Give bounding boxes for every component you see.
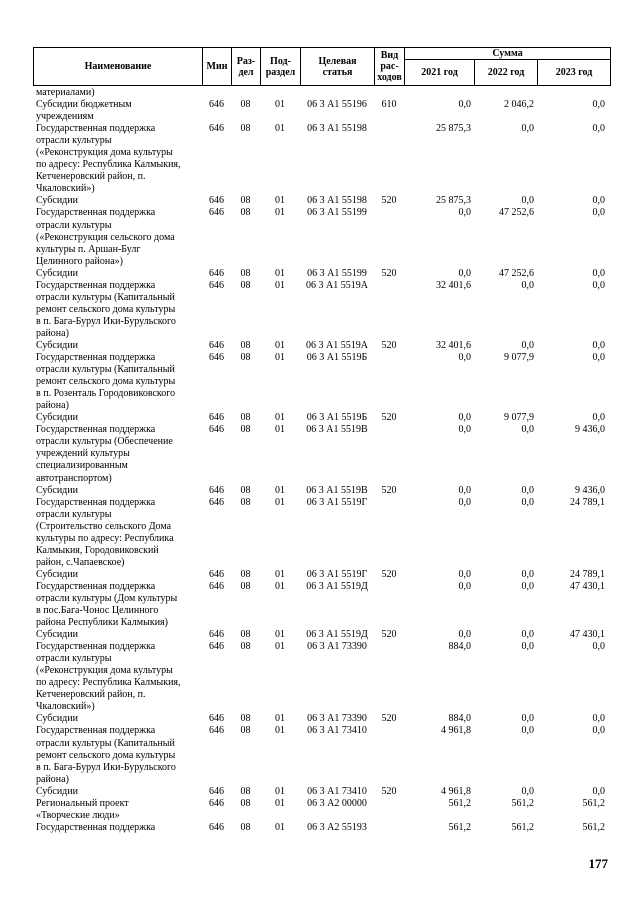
cell-2021: 0,0	[458, 568, 471, 580]
cell-celevaya: 06 3 А2 55193	[307, 821, 367, 833]
header-2023: 2023 год	[538, 60, 611, 86]
cell-2021: 0,0	[458, 496, 471, 508]
cell-2021: 884,0	[448, 713, 471, 725]
cell-celevaya: 06 3 А1 5519Г	[306, 496, 368, 508]
cell-podrazdel	[260, 87, 300, 99]
table-body	[33, 87, 610, 834]
cell-2023	[537, 87, 610, 99]
cell-name: Субсидии	[36, 339, 78, 351]
cell-podrazdel: 01	[275, 580, 285, 592]
cell-vid: 520	[381, 629, 397, 641]
table-row	[33, 569, 610, 581]
cell-2021: 4 961,8	[441, 725, 471, 737]
cell-podrazdel: 01	[275, 412, 285, 424]
cell-vid: 520	[381, 339, 397, 351]
cell-vid	[374, 581, 404, 629]
cell-2022: 0,0	[521, 725, 534, 737]
cell-min: 646	[209, 267, 224, 279]
cell-razdel: 08	[240, 424, 251, 436]
cell-min	[202, 87, 231, 99]
cell-2023: 0,0	[592, 267, 605, 279]
cell-celevaya: 06 3 А1 73410	[307, 725, 367, 737]
cell-podrazdel: 01	[275, 725, 285, 737]
cell-2023: 24 789,1	[570, 496, 605, 508]
cell-razdel: 08	[240, 641, 251, 653]
cell-vid: 520	[381, 568, 397, 580]
table-row	[33, 123, 610, 195]
header-celevaya: Целевая статья	[301, 48, 375, 86]
cell-razdel: 08	[240, 99, 251, 111]
cell-vid: 520	[381, 713, 397, 725]
cell-name: Государственная поддержка отрасли культуры (Дом культуры в пос.Бага-Чонос Целинного района Республики Калмыкия)	[36, 580, 178, 629]
cell-2022	[474, 87, 537, 99]
header-2022: 2022 год	[475, 60, 538, 86]
table-row	[33, 340, 610, 352]
cell-min: 646	[209, 195, 224, 207]
cell-2021: 561,2	[448, 821, 471, 833]
cell-2021: 0,0	[458, 629, 471, 641]
table-row	[33, 629, 610, 641]
table-row	[33, 822, 610, 834]
cell-2021: 32 401,6	[436, 339, 471, 351]
cell-name: Субсидии	[36, 629, 78, 641]
cell-2023: 47 430,1	[570, 629, 605, 641]
cell-2022: 561,2	[511, 797, 534, 809]
cell-2022: 0,0	[521, 339, 534, 351]
cell-podrazdel: 01	[275, 267, 285, 279]
cell-2021: 25 875,3	[436, 195, 471, 207]
cell-2023: 0,0	[592, 279, 605, 291]
cell-podrazdel: 01	[275, 629, 285, 641]
cell-2022: 0,0	[521, 496, 534, 508]
cell-min: 646	[209, 352, 224, 364]
cell-podrazdel: 01	[275, 123, 285, 135]
cell-vid	[374, 280, 404, 340]
cell-2022: 47 252,6	[499, 207, 534, 219]
cell-vid	[374, 87, 404, 99]
cell-name: Государственная поддержка отрасли культуры (Капитальный ремонт сельского дома культуры в п. Бага-Бурул Ики-Бурульского района)	[36, 725, 176, 785]
cell-razdel: 08	[240, 580, 251, 592]
cell-razdel: 08	[240, 568, 251, 580]
cell-min: 646	[209, 785, 224, 797]
cell-razdel: 08	[240, 412, 251, 424]
header-summa: Сумма	[405, 48, 611, 60]
cell-name: Региональный проект «Творческие люди»	[36, 797, 129, 821]
cell-vid	[374, 725, 404, 785]
header-2021: 2021 год	[405, 60, 475, 86]
cell-celevaya: 06 3 А1 5519В	[306, 484, 368, 496]
table-row	[33, 195, 610, 207]
cell-name: Государственная поддержка отрасли культуры (Капитальный ремонт сельского дома культуры в п. Бага-Бурул Ики-Бурульского района)	[36, 279, 176, 339]
table-row	[33, 352, 610, 412]
cell-vid	[374, 822, 404, 834]
cell-name: Субсидии	[36, 785, 78, 797]
cell-2021: 0,0	[458, 99, 471, 111]
table-row	[33, 268, 610, 280]
cell-podrazdel: 01	[275, 785, 285, 797]
cell-2022: 0,0	[521, 629, 534, 641]
cell-2023: 47 430,1	[570, 580, 605, 592]
cell-podrazdel: 01	[275, 339, 285, 351]
table-row	[33, 641, 610, 713]
cell-2022: 9 077,9	[504, 412, 534, 424]
cell-celevaya: 06 3 А1 5519Д	[306, 580, 368, 592]
cell-razdel: 08	[240, 339, 251, 351]
cell-2023: 0,0	[592, 352, 605, 364]
cell-name: Государственная поддержка отрасли культуры («Реконструкция дома культуры по адресу: Республика Калмыкия, Кетченеровский район, п. Чкаловский»)	[36, 123, 181, 195]
cell-2022: 0,0	[521, 568, 534, 580]
cell-name: Субсидии	[36, 713, 78, 725]
cell-2023: 0,0	[592, 725, 605, 737]
cell-razdel: 08	[240, 484, 251, 496]
cell-2021: 0,0	[458, 412, 471, 424]
cell-name: Государственная поддержка отрасли культуры (Строительство сельского Дома культуры по адресу: Республика Калмыкия, Городовиковский район, с.Чапаевское)	[36, 496, 174, 568]
cell-razdel: 08	[240, 496, 251, 508]
cell-razdel: 08	[240, 713, 251, 725]
cell-min: 646	[209, 207, 224, 219]
cell-celevaya: 06 3 А1 55198	[307, 195, 367, 207]
cell-2023: 0,0	[592, 339, 605, 351]
cell-min: 646	[209, 641, 224, 653]
cell-razdel	[231, 87, 260, 99]
cell-2022: 0,0	[521, 785, 534, 797]
cell-name: Государственная поддержка отрасли культуры («Реконструкция сельского дома культуры п. Аршан-Булг Целинного района»)	[36, 207, 175, 267]
cell-2023: 0,0	[592, 195, 605, 207]
cell-vid: 520	[381, 484, 397, 496]
cell-name: Субсидии бюджетным учреждениям	[36, 99, 132, 123]
cell-celevaya: 06 3 А1 5519Б	[306, 412, 368, 424]
cell-min: 646	[209, 496, 224, 508]
cell-podrazdel: 01	[275, 99, 285, 111]
table-row	[33, 798, 610, 822]
cell-2023: 0,0	[592, 785, 605, 797]
table-row	[33, 497, 610, 569]
table-row	[33, 713, 610, 725]
cell-2021: 0,0	[458, 580, 471, 592]
table-header	[33, 47, 611, 86]
cell-vid: 520	[381, 267, 397, 279]
cell-2022: 0,0	[521, 713, 534, 725]
cell-vid	[374, 123, 404, 195]
cell-min: 646	[209, 412, 224, 424]
cell-min: 646	[209, 580, 224, 592]
cell-celevaya: 06 3 А1 73410	[307, 785, 367, 797]
cell-vid	[374, 798, 404, 822]
cell-min: 646	[209, 123, 224, 135]
cell-celevaya: 06 3 А1 55198	[307, 123, 367, 135]
table-row	[33, 581, 610, 629]
cell-razdel: 08	[240, 725, 251, 737]
cell-razdel: 08	[240, 797, 251, 809]
cell-2021: 0,0	[458, 207, 471, 219]
cell-min: 646	[209, 484, 224, 496]
cell-min: 646	[209, 629, 224, 641]
cell-celevaya: 06 3 А1 5519Г	[306, 568, 368, 580]
header-min: Мин	[203, 48, 232, 86]
cell-2023: 0,0	[592, 412, 605, 424]
cell-vid	[374, 352, 404, 412]
cell-2023: 561,2	[582, 821, 605, 833]
cell-2022: 9 077,9	[504, 352, 534, 364]
cell-min: 646	[209, 725, 224, 737]
table-row	[33, 725, 610, 785]
cell-2023: 0,0	[592, 641, 605, 653]
cell-min: 646	[209, 821, 224, 833]
cell-2021: 561,2	[448, 797, 471, 809]
cell-2022: 0,0	[521, 279, 534, 291]
cell-celevaya: 06 3 А1 73390	[307, 713, 367, 725]
cell-2021: 0,0	[458, 484, 471, 496]
cell-celevaya: 06 3 А1 55199	[307, 267, 367, 279]
cell-podrazdel: 01	[275, 496, 285, 508]
cell-podrazdel: 01	[275, 279, 285, 291]
header-razdel: Раз- дел	[232, 48, 261, 86]
cell-name: Субсидии	[36, 484, 78, 496]
cell-podrazdel: 01	[275, 797, 285, 809]
cell-razdel: 08	[240, 279, 251, 291]
cell-2022: 0,0	[521, 641, 534, 653]
cell-vid	[374, 424, 404, 484]
cell-2023: 0,0	[592, 99, 605, 111]
cell-name: Государственная поддержка	[36, 821, 156, 833]
cell-podrazdel: 01	[275, 424, 285, 436]
cell-razdel: 08	[240, 195, 251, 207]
cell-min: 646	[209, 797, 224, 809]
cell-celevaya	[300, 87, 374, 99]
cell-podrazdel: 01	[275, 195, 285, 207]
cell-razdel: 08	[240, 123, 251, 135]
cell-2023: 9 436,0	[575, 484, 605, 496]
cell-name: Субсидии	[36, 568, 78, 580]
cell-razdel: 08	[240, 785, 251, 797]
cell-2021: 25 875,3	[436, 123, 471, 135]
cell-min: 646	[209, 568, 224, 580]
table-row	[33, 99, 610, 123]
cell-celevaya: 06 3 А2 00000	[307, 797, 367, 809]
cell-name: Государственная поддержка отрасли культуры (Обеспечение учреждений культуры специализированным автотранспортом)	[36, 424, 173, 484]
cell-2022: 0,0	[521, 580, 534, 592]
cell-2021	[404, 87, 474, 99]
cell-podrazdel: 01	[275, 352, 285, 364]
cell-razdel: 08	[240, 267, 251, 279]
cell-podrazdel: 01	[275, 484, 285, 496]
cell-2023: 0,0	[592, 207, 605, 219]
cell-podrazdel: 01	[275, 568, 285, 580]
cell-razdel: 08	[240, 821, 251, 833]
cell-min: 646	[209, 713, 224, 725]
cell-vid: 520	[381, 785, 397, 797]
cell-min: 646	[209, 279, 224, 291]
cell-2023: 561,2	[582, 797, 605, 809]
cell-celevaya: 06 3 А1 5519А	[306, 279, 368, 291]
table-row	[33, 87, 610, 99]
cell-podrazdel: 01	[275, 641, 285, 653]
cell-2022: 47 252,6	[499, 267, 534, 279]
cell-name: Государственная поддержка отрасли культуры («Реконструкция дома культуры по адресу: Республика Калмыкия, Кетченеровский район, п. Чкаловский»)	[36, 641, 181, 713]
cell-celevaya: 06 3 А1 5519А	[306, 339, 368, 351]
cell-celevaya: 06 3 А1 55196	[307, 99, 367, 111]
cell-2023: 24 789,1	[570, 568, 605, 580]
cell-min: 646	[209, 339, 224, 351]
cell-2022: 0,0	[521, 195, 534, 207]
cell-name: Государственная поддержка отрасли культуры (Капитальный ремонт сельского дома культуры в п. Розенталь Городовиковского района)	[36, 352, 176, 412]
cell-2022: 0,0	[521, 424, 534, 436]
table-row	[33, 412, 610, 424]
cell-2023: 0,0	[592, 713, 605, 725]
cell-vid: 520	[381, 195, 397, 207]
cell-celevaya: 06 3 А1 5519В	[306, 424, 368, 436]
cell-razdel: 08	[240, 629, 251, 641]
header-podrazdel: Под- раздел	[261, 48, 301, 86]
cell-vid	[374, 497, 404, 569]
cell-2022: 0,0	[521, 123, 534, 135]
cell-2021: 884,0	[448, 641, 471, 653]
cell-vid: 610	[381, 99, 397, 111]
cell-vid	[374, 641, 404, 713]
cell-2021: 0,0	[458, 352, 471, 364]
cell-podrazdel: 01	[275, 821, 285, 833]
cell-razdel: 08	[240, 207, 251, 219]
cell-razdel: 08	[240, 352, 251, 364]
cell-podrazdel: 01	[275, 713, 285, 725]
header-name: Наименование	[34, 48, 203, 86]
cell-celevaya: 06 3 А1 73390	[307, 641, 367, 653]
cell-2021: 4 961,8	[441, 785, 471, 797]
cell-2021: 32 401,6	[436, 279, 471, 291]
cell-name: материалами)	[36, 87, 95, 98]
cell-2021: 0,0	[458, 424, 471, 436]
cell-2023: 0,0	[592, 123, 605, 135]
table-row	[33, 485, 610, 497]
cell-vid	[374, 207, 404, 267]
page-number: 177	[588, 856, 608, 871]
header-vid: Вид рас- ходов	[375, 48, 405, 86]
cell-2022: 0,0	[521, 484, 534, 496]
cell-2022: 2 046,2	[504, 99, 534, 111]
cell-celevaya: 06 3 А1 55199	[307, 207, 367, 219]
cell-name: Субсидии	[36, 412, 78, 424]
cell-name: Субсидии	[36, 195, 78, 207]
cell-name: Субсидии	[36, 267, 78, 279]
table-row	[33, 786, 610, 798]
cell-vid: 520	[381, 412, 397, 424]
table-row	[33, 280, 610, 340]
cell-celevaya: 06 3 А1 5519Д	[306, 629, 368, 641]
cell-podrazdel: 01	[275, 207, 285, 219]
cell-celevaya: 06 3 А1 5519Б	[306, 352, 368, 364]
cell-min: 646	[209, 99, 224, 111]
cell-min: 646	[209, 424, 224, 436]
cell-2021: 0,0	[458, 267, 471, 279]
cell-2022: 561,2	[511, 821, 534, 833]
table-row	[33, 424, 610, 484]
table-row	[33, 207, 610, 267]
cell-2023: 9 436,0	[575, 424, 605, 436]
